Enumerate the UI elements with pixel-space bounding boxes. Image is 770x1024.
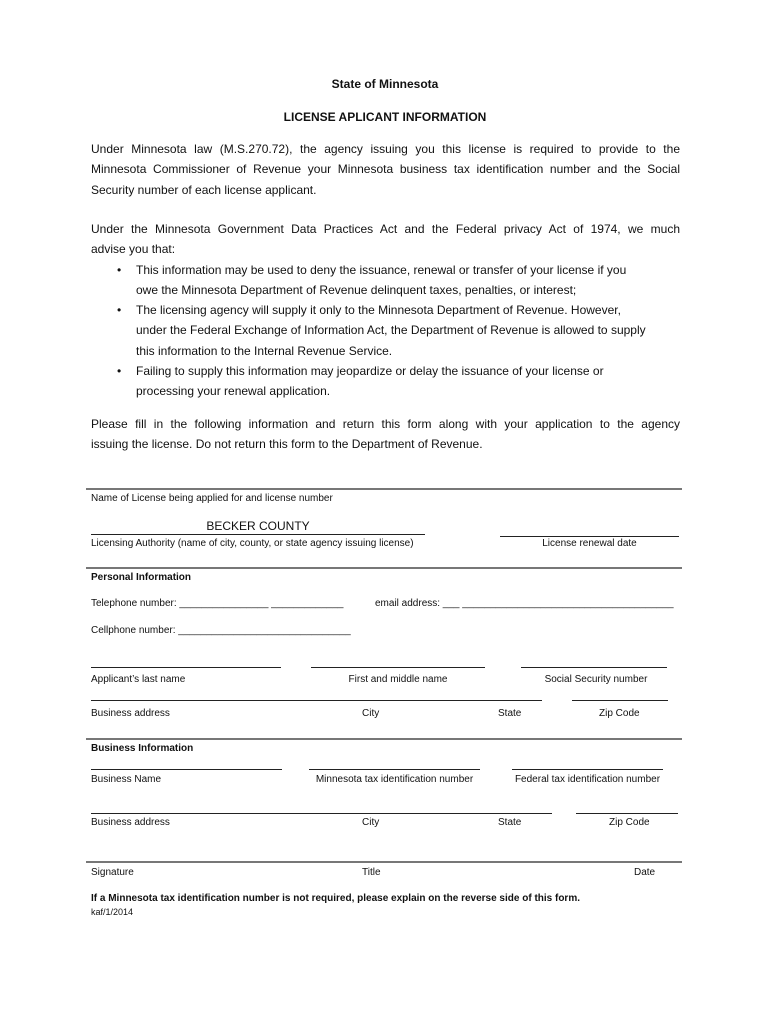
intro-paragraph-2 [91, 219, 680, 260]
personal-state-label: State [498, 708, 522, 719]
p3-line-1: Please fill in the following information and return this form along with your application to the agency [91, 417, 680, 431]
bullet-1-marker: • [117, 263, 122, 277]
business-address-label: Business address [91, 817, 170, 828]
licensing-authority-value[interactable]: BECKER COUNTY [206, 519, 310, 533]
fed-tax-id-line[interactable] [512, 769, 663, 770]
personal-address-line[interactable] [91, 700, 542, 701]
b3-line-1: Failing to supply this information may jeopardize or delay the issuance of your license or [136, 364, 604, 378]
business-city-label: City [362, 817, 380, 828]
bullet-3 [136, 361, 682, 402]
b2-line-2: under the Federal Exchange of Information Act, the Department of Revenue is allowed to supply [136, 323, 646, 338]
personal-zip-label: Zip Code [599, 708, 640, 719]
divider-personal [86, 567, 682, 569]
p3-line-2: issuing the license. Do not return this form to the Department of Revenue. [91, 437, 483, 452]
business-state-label: State [498, 817, 522, 828]
personal-zip-line[interactable] [572, 700, 668, 701]
business-zip-label: Zip Code [609, 817, 650, 828]
mn-tax-id-label: Minnesota tax identification number [315, 774, 474, 785]
b1-line-2: owe the Minnesota Department of Revenue delinquent taxes, penalties, or interest; [136, 283, 577, 298]
business-name-line[interactable] [91, 769, 282, 770]
licensing-authority-label: Licensing Authority (name of city, county, or state agency issuing license) [91, 538, 414, 549]
divider-license [86, 488, 682, 490]
p1-line-3: Security number of each license applicant. [91, 182, 317, 197]
date-label: Date [634, 867, 656, 878]
divider-business [86, 738, 682, 740]
b3-line-2: processing your renewal application. [136, 384, 331, 399]
form-title: LICENSE APLICANT INFORMATION [283, 110, 487, 124]
intro-paragraph-1 [91, 139, 680, 200]
signature-label: Signature [91, 867, 134, 878]
bullet-2-marker: • [117, 303, 122, 317]
signature-line[interactable] [86, 861, 682, 863]
footer-note: If a Minnesota tax identification number is not required, please explain on the reverse side of this form. [91, 893, 580, 904]
p1-line-2: Minnesota Commissioner of Revenue your Minnesota business tax identification number and the Social [91, 162, 680, 177]
business-section-label: Business Information [91, 743, 194, 754]
fed-tax-id-label: Federal tax identification number [514, 774, 661, 785]
last-name-line[interactable] [91, 667, 281, 668]
b2-line-3: this information to the Internal Revenue Service. [136, 343, 393, 358]
b1-line-1: This information may be used to deny the issuance, renewal or transfer of your license if you [136, 263, 627, 277]
email-field[interactable]: email address: ___ ______________________________________ [375, 598, 674, 609]
ssn-label: Social Security number [544, 674, 648, 685]
business-address-line[interactable] [91, 813, 552, 814]
licensing-authority-line [91, 534, 425, 535]
renewal-date-line[interactable] [500, 536, 679, 537]
telephone-field[interactable]: Telephone number: ________________ _____________ [91, 598, 344, 609]
p1-line-1: Under Minnesota law (M.S.270.72), the agency issuing you this license is required to provide to the [91, 142, 680, 156]
bullet-3-marker: • [117, 364, 122, 378]
personal-city-label: City [362, 708, 380, 719]
renewal-date-label: License renewal date [542, 538, 637, 549]
first-name-label: First and middle name [348, 674, 448, 685]
first-name-line[interactable] [311, 667, 485, 668]
state-heading: State of Minnesota [331, 77, 439, 91]
p2-line-2: advise you that: [91, 242, 176, 257]
bullet-2 [136, 300, 682, 361]
business-zip-line[interactable] [576, 813, 678, 814]
form-code: kaf/1/2014 [91, 907, 134, 917]
mn-tax-id-line[interactable] [309, 769, 480, 770]
bullet-1 [136, 260, 682, 301]
last-name-label: Applicant’s last name [91, 674, 186, 685]
personal-address-label: Business address [91, 708, 170, 719]
license-name-label: Name of License being applied for and license number [91, 493, 333, 504]
p2-line-1: Under the Minnesota Government Data Practices Act and the Federal privacy Act of 1974, we much [91, 222, 680, 236]
b2-line-1: The licensing agency will supply it only to the Minnesota Department of Revenue. However, [136, 303, 621, 317]
intro-paragraph-3 [91, 414, 680, 455]
ssn-line[interactable] [521, 667, 667, 668]
personal-section-label: Personal Information [91, 572, 192, 583]
title-label: Title [362, 867, 381, 878]
business-name-label: Business Name [91, 774, 162, 785]
cellphone-field[interactable]: Cellphone number: _______________________________ [91, 625, 351, 636]
